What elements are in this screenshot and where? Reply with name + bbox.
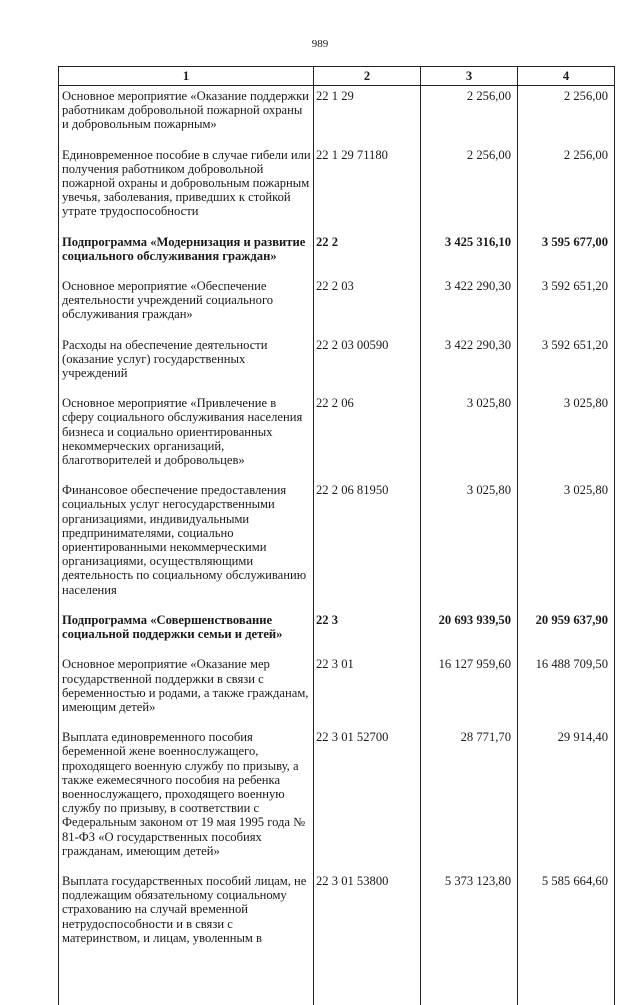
row-code-cell: 22 2 03 [314,277,421,336]
row-code-cell: 22 2 03 00590 [314,336,421,395]
table-row [59,728,615,872]
column-header-1: 1 [59,67,314,86]
table-row [59,336,615,395]
table-row [59,86,615,146]
row-value-col4-cell: 16 488 709,50 [518,655,615,728]
row-code-cell: 22 3 01 [314,655,421,728]
table-header [59,67,615,86]
row-value-col3-cell: 5 373 123,80 [421,872,518,1005]
column-header-4: 4 [518,67,615,86]
row-value-col4-cell: 3 025,80 [518,394,615,481]
row-name-cell: Расходы на обеспечение деятельности (оказание услуг) государственных учреждений [59,336,314,395]
budget-table [58,66,615,1005]
table-body [59,86,615,1005]
row-value-col3-cell: 3 025,80 [421,394,518,481]
row-value-col3-cell: 28 771,70 [421,728,518,872]
row-value-col4-cell: 29 914,40 [518,728,615,872]
row-name-cell: Основное мероприятие «Оказание мер государственной поддержки в связи с беременностью и родами, а также гражданам, имеющим детей» [59,655,314,728]
row-name-cell: Основное мероприятие «Привлечение в сферу социального обслуживания населения бизнеса и социально ориентированных некоммерческих организаций, благотворителей и добровольцев» [59,394,314,481]
table-row [59,655,615,728]
row-value-col3-cell: 2 256,00 [421,146,518,233]
table-row [59,277,615,336]
row-code-cell: 22 1 29 71180 [314,146,421,233]
row-code-cell: 22 3 [314,611,421,655]
table-row [59,611,615,655]
row-value-col3-cell: 3 025,80 [421,481,518,611]
row-value-col3-cell: 3 422 290,30 [421,336,518,395]
table-row [59,233,615,277]
row-name-cell: Единовременное пособие в случае гибели или получения работником добровольной пожарной охраны и добровольным пожарным увечья, заболевания, приведших к стойкой утрате трудоспособности [59,146,314,233]
row-value-col4-cell: 2 256,00 [518,86,615,146]
row-name-cell: Основное мероприятие «Оказание поддержки работникам добровольной пожарной охраны и добровольным пожарным» [59,86,314,146]
row-value-col4-cell: 5 585 664,60 [518,872,615,1005]
row-value-col3-cell: 3 422 290,30 [421,277,518,336]
row-value-col3-cell: 3 425 316,10 [421,233,518,277]
row-code-cell: 22 1 29 [314,86,421,146]
row-name-cell: Финансовое обеспечение предоставления социальных услуг негосударственными организациями, индивидуальными предпринимателями, социально ориентированными некоммерческими организациями, осуществляющими деятельность по социальному обслуживанию населения [59,481,314,611]
row-code-cell: 22 3 01 53800 [314,872,421,1005]
column-header-2: 2 [314,67,421,86]
row-value-col4-cell: 20 959 637,90 [518,611,615,655]
page-number: 989 [311,38,329,50]
row-code-cell: 22 2 [314,233,421,277]
row-name-cell: Подпрограмма «Совершенствование социальной поддержки семьи и детей» [59,611,314,655]
row-value-col4-cell: 3 025,80 [518,481,615,611]
row-code-cell: 22 3 01 52700 [314,728,421,872]
row-value-col3-cell: 20 693 939,50 [421,611,518,655]
row-value-col4-cell: 3 592 651,20 [518,336,615,395]
row-name-cell: Подпрограмма «Модернизация и развитие социального обслуживания граждан» [59,233,314,277]
row-value-col3-cell: 16 127 959,60 [421,655,518,728]
row-code-cell: 22 2 06 [314,394,421,481]
row-value-col4-cell: 3 595 677,00 [518,233,615,277]
table-row [59,481,615,611]
row-value-col3-cell: 2 256,00 [421,86,518,146]
row-value-col4-cell: 2 256,00 [518,146,615,233]
row-name-cell: Выплата единовременного пособия беременной жене военнослужащего, проходящего военную службу по призыву, а также ежемесячного пособия на ребенка военнослужащего, проходящего военную службу по призыву, в соответствии с Федеральным законом от 19 мая 1995 года № 81-ФЗ «О государственных пособиях гражданам, имеющим детей» [59,728,314,872]
table-row [59,394,615,481]
table-row [59,146,615,233]
row-value-col4-cell: 3 592 651,20 [518,277,615,336]
table-row [59,872,615,1005]
row-name-cell: Основное мероприятие «Обеспечение деятельности учреждений социального обслуживания граждан» [59,277,314,336]
column-header-3: 3 [421,67,518,86]
row-code-cell: 22 2 06 81950 [314,481,421,611]
row-name-cell: Выплата государственных пособий лицам, не подлежащим обязательному социальному страхованию на случай временной нетрудоспособности и в связи с материнством, и лицам, уволенным в [59,872,314,1005]
